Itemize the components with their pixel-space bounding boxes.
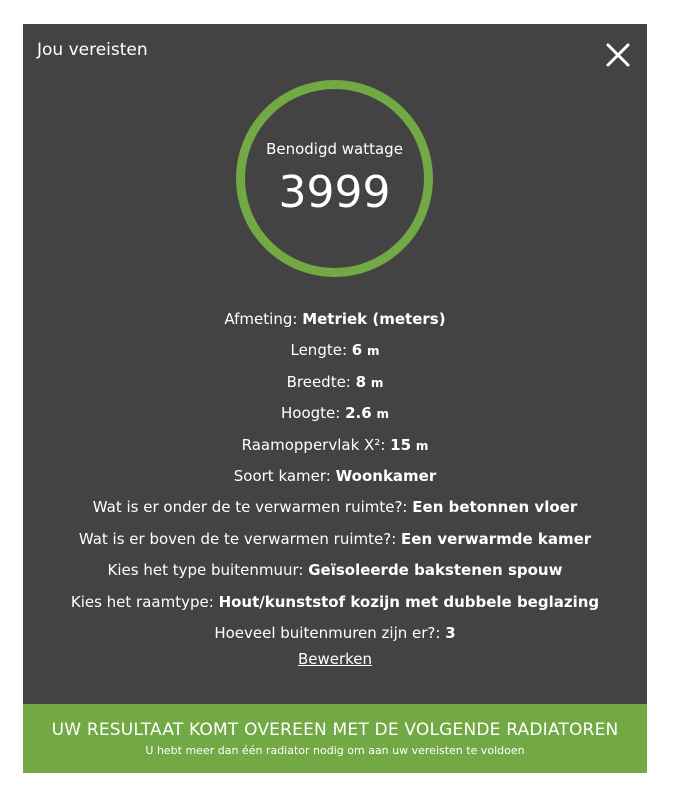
detail-row xyxy=(23,587,647,618)
detail-value: Woonkamer xyxy=(335,466,437,485)
requirements-modal xyxy=(23,24,647,773)
banner-subtitle: U hebt meer dan één radiator nodig om aan uw vereisten te voldoen xyxy=(145,744,525,757)
detail-row xyxy=(23,430,647,461)
edit-link[interactable]: Bewerken xyxy=(297,650,373,668)
detail-unit: m xyxy=(367,344,380,359)
requirements-list xyxy=(23,304,647,649)
modal-title: Jou vereisten xyxy=(37,40,148,60)
banner-title: UW RESULTAAT KOMT OVEREEN MET DE VOLGENDE RADIATOREN xyxy=(51,720,619,740)
detail-value: Metriek (meters) xyxy=(302,310,446,328)
wattage-value: 3999 xyxy=(278,167,391,218)
detail-value: Een verwarmde kamer xyxy=(401,529,592,548)
detail-unit: m xyxy=(415,438,429,453)
detail-row xyxy=(23,367,647,398)
wattage-label: Benodigd wattage xyxy=(266,140,403,158)
detail-label: Soort kamer: xyxy=(233,466,331,485)
detail-row xyxy=(23,555,647,586)
detail-label: Wat is er onder de te verwarmen ruimte?: xyxy=(92,498,408,517)
detail-row xyxy=(23,335,647,366)
detail-value: 8 xyxy=(355,372,367,391)
detail-label: Hoogte: xyxy=(281,404,341,423)
detail-row xyxy=(23,461,647,492)
detail-value: Een betonnen vloer xyxy=(412,498,578,517)
detail-label: Kies het raamtype: xyxy=(70,592,214,611)
detail-value: Geïsoleerde bakstenen spouw xyxy=(308,561,563,580)
detail-value: 15 xyxy=(390,435,412,454)
detail-row xyxy=(23,524,647,555)
detail-label: Breedte: xyxy=(286,372,351,391)
result-banner xyxy=(23,704,647,773)
detail-value: Hout/kunststof kozijn met dubbele beglazing xyxy=(218,592,600,611)
close-icon xyxy=(603,40,633,70)
detail-row xyxy=(23,398,647,429)
detail-row xyxy=(23,304,647,335)
detail-label: Wat is er boven de te verwarmen ruimte?: xyxy=(78,529,397,548)
detail-value: 3 xyxy=(445,623,456,642)
detail-unit: m xyxy=(370,375,384,390)
detail-label: Raamoppervlak X²: xyxy=(241,435,386,454)
detail-label: Lengte: xyxy=(290,341,347,360)
detail-unit: m xyxy=(376,407,389,422)
detail-value: 2.6 xyxy=(345,404,372,423)
close-button[interactable] xyxy=(603,40,633,70)
detail-label: Kies het type buitenmuur: xyxy=(107,561,304,580)
wattage-ring xyxy=(235,79,434,278)
detail-label: Afmeting: xyxy=(224,310,298,328)
detail-value: 6 xyxy=(351,341,363,360)
detail-row xyxy=(23,618,647,649)
detail-row xyxy=(23,492,647,523)
detail-label: Hoeveel buitenmuren zijn er?: xyxy=(214,623,441,642)
edit-link-row xyxy=(23,650,647,668)
